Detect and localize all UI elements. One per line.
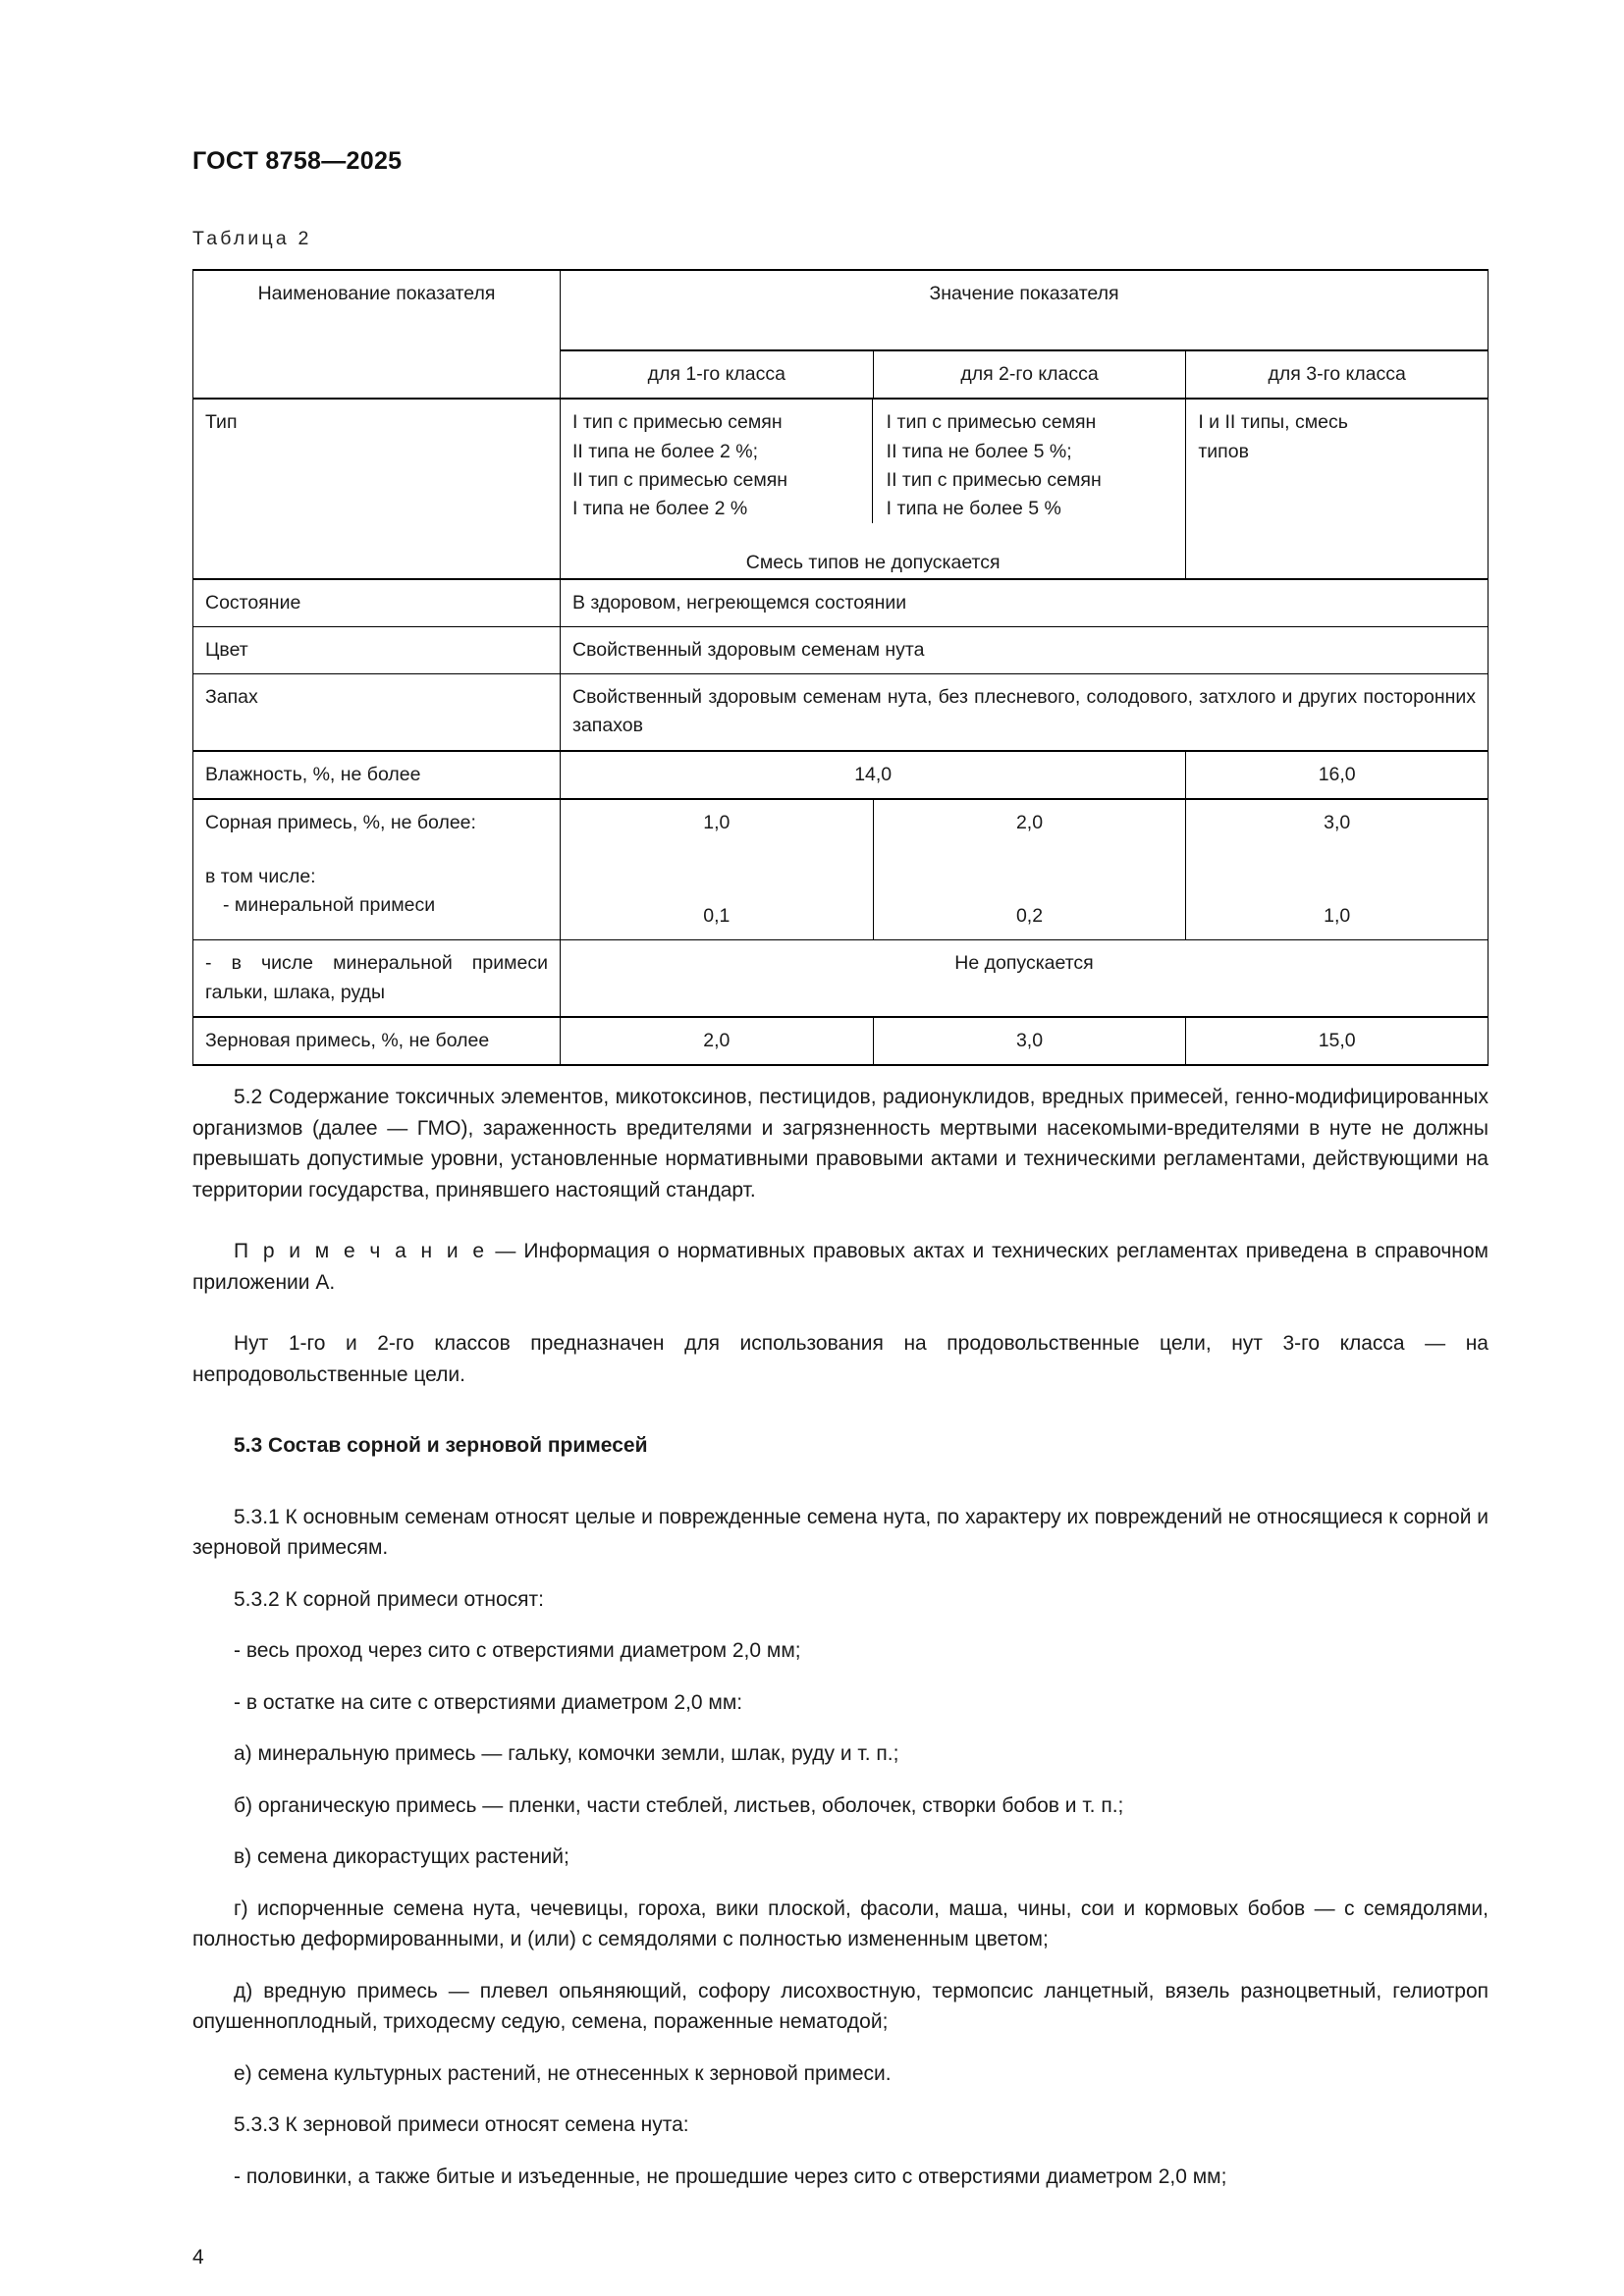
header-cell-indicator-name: Наименование показателя <box>193 270 561 399</box>
row-value-sostoyanie: В здоровом, негреющемся состоянии <box>561 579 1489 627</box>
row-value-sornaya-2 <box>873 799 1186 940</box>
heading-5-3: 5.3 Состав сорной и зерновой примесей <box>234 1434 648 1457</box>
table-row <box>193 579 1489 627</box>
table-row <box>193 799 1489 940</box>
row-value-sornaya-1 <box>561 799 874 940</box>
tip-line: II типа не более 2 %; <box>572 440 759 462</box>
sornaya-value-1: 1,0 <box>703 811 731 833</box>
list-item: в) семена дикорастущих растений; <box>234 1845 569 1868</box>
tip-line: II тип с примесью семян <box>572 468 788 491</box>
tip-line: I типа не более 2 % <box>572 498 748 519</box>
row-label-galki: - в числе минеральной примеси гальки, шлака, руды <box>193 940 561 1017</box>
header-cell-class-3: для 3-го класса <box>1186 350 1489 399</box>
sornaya-sub-value-3: 1,0 <box>1324 905 1351 927</box>
row-label-zapah: Запах <box>193 674 561 751</box>
row-label-sornaya <box>193 799 561 940</box>
row-label-cvet: Цвет <box>193 626 561 673</box>
header-cell-indicator-value: Значение показателя <box>561 270 1489 350</box>
tip-line: II тип с примесью семян <box>886 468 1102 491</box>
row-label-tip: Тип <box>193 399 561 578</box>
paragraph-note <box>192 1236 1489 1298</box>
list-item: - в остатке на сите с отверстиями диаметром 2,0 мм: <box>234 1690 743 1714</box>
row-value-zapah: Свойственный здоровым семенам нута, без плесневого, солодового, затхлого и других посторонних запахов <box>561 674 1489 751</box>
row-value-sornaya-3 <box>1186 799 1489 940</box>
sornaya-sub-value-2: 0,2 <box>1015 905 1044 927</box>
row-label-zernovaya: Зерновая примесь, %, не более <box>193 1017 561 1065</box>
table-row <box>193 399 1489 578</box>
row-value-zernovaya-2: 3,0 <box>873 1017 1186 1065</box>
note-text: — Информация о нормативных правовых актах и технических регламентах приведена в справочном приложении А. <box>192 1240 1489 1294</box>
tip-line: типов <box>1198 440 1249 462</box>
row-label-sostoyanie: Состояние <box>193 579 561 627</box>
list-item: - половинки, а также битые и изъеденные, не прошедшие через сито с отверстиями диаметром 2,0 мм; <box>234 2164 1227 2188</box>
tip-class1-lines <box>561 400 872 523</box>
list-item: - весь проход через сито с отверстиями диаметром 2,0 мм; <box>234 1639 801 1662</box>
requirements-table <box>192 269 1489 1066</box>
table-row <box>193 751 1489 799</box>
row-value-galki: Не допускается <box>561 940 1489 1017</box>
row-value-zernovaya-1: 2,0 <box>561 1017 874 1065</box>
paragraph-nut-classes: Нут 1-го и 2-го классов предназначен для использования на продовольственные цели, нут 3-го класса — на непродовольственные цели. <box>192 1332 1489 1386</box>
table-row <box>193 626 1489 673</box>
row-tip-values-12 <box>561 399 1186 578</box>
paragraph-5-2: 5.2 Содержание токсичных элементов, микотоксинов, пестицидов, радионуклидов, вредных примесей, генно-модифицированных организмов (далее — ГМО), зараженность вредителями и загрязненность мертвыми насекомыми-вредителями в нуте не должны превышать допустимые уровни, установленные нормативными правовыми актами и техническими регламентами, действующими на территории государства, принявшего настоящий стандарт. <box>192 1086 1489 1201</box>
list-item: г) испорченные семена нута, чечевицы, гороха, вики плоской, фасоли, маша, чины, сои и кормовых бобов — с семядолями, полностью деформированными, и (или) с семядолями с полностью измененным цветом; <box>192 1896 1489 1950</box>
table-row <box>193 1017 1489 1065</box>
sornaya-main-label: Сорная примесь, %, не более: <box>205 811 476 833</box>
standard-number-header: ГОСТ 8758—2025 <box>192 147 403 175</box>
table-caption: Таблица 2 <box>192 228 312 249</box>
tip-merged-note: Смесь типов не допускается <box>745 552 1001 574</box>
table-header-row-1 <box>193 270 1489 350</box>
tip-class2-lines <box>872 400 1186 523</box>
tip-line: I типа не более 5 % <box>886 498 1061 519</box>
row-label-vlazhnost: Влажность, %, не более <box>193 751 561 799</box>
header-cell-class-1: для 1-го класса <box>561 350 874 399</box>
paragraph-5-3-1: 5.3.1 К основным семенам относят целые и поврежденные семена нута, по характеру их повреждений не относящиеся к сорной и зерновой примесям. <box>192 1505 1489 1559</box>
body-text <box>192 1082 1489 2213</box>
row-value-cvet: Свойственный здоровым семенам нута <box>561 626 1489 673</box>
list-item: а) минеральную примесь — гальку, комочки земли, шлак, руду и т. п.; <box>234 1742 899 1765</box>
row-value-vlazhnost-3: 16,0 <box>1186 751 1489 799</box>
sornaya-sub-label: в том числе: <box>205 866 316 887</box>
tip-line: I тип с примесью семян <box>886 411 1097 434</box>
list-item: д) вредную примесь — плевел опьяняющий, софору лисохвостную, термопсис ланцетный, вязель разноцветный, гелиотроп опушенноплодный, триходесму седую, семена, пораженные нематодой; <box>192 1979 1489 2033</box>
row-value-vlazhnost-12: 14,0 <box>561 751 1186 799</box>
paragraph-5-3-3: 5.3.3 К зерновой примеси относят семена нута: <box>234 2113 689 2136</box>
table-row <box>193 674 1489 751</box>
list-item: е) семена культурных растений, не отнесенных к зерновой примеси. <box>234 2061 892 2085</box>
row-value-zernovaya-3: 15,0 <box>1186 1017 1489 1065</box>
sornaya-value-3: 3,0 <box>1324 811 1351 833</box>
table-row <box>193 940 1489 1017</box>
sornaya-sub-item: - минеральной примеси <box>223 894 436 917</box>
list-item: б) органическую примесь — пленки, части стеблей, листьев, оболочек, створки бобов и т. п.; <box>234 1793 1124 1817</box>
sornaya-sub-value-1: 0,1 <box>703 905 731 927</box>
sornaya-value-2: 2,0 <box>1015 811 1044 833</box>
row-tip-class3 <box>1186 399 1489 578</box>
tip-line: II типа не более 5 %; <box>886 440 1072 462</box>
note-label: П р и м е ч а н и е <box>234 1240 488 1262</box>
tip-line: I и II типы, смесь <box>1198 411 1348 434</box>
page-number: 4 <box>192 2246 204 2269</box>
header-cell-class-2: для 2-го класса <box>873 350 1186 399</box>
paragraph-5-3-2: 5.3.2 К сорной примеси относят: <box>234 1587 544 1611</box>
tip-line: I тип с примесью семян <box>572 411 783 434</box>
